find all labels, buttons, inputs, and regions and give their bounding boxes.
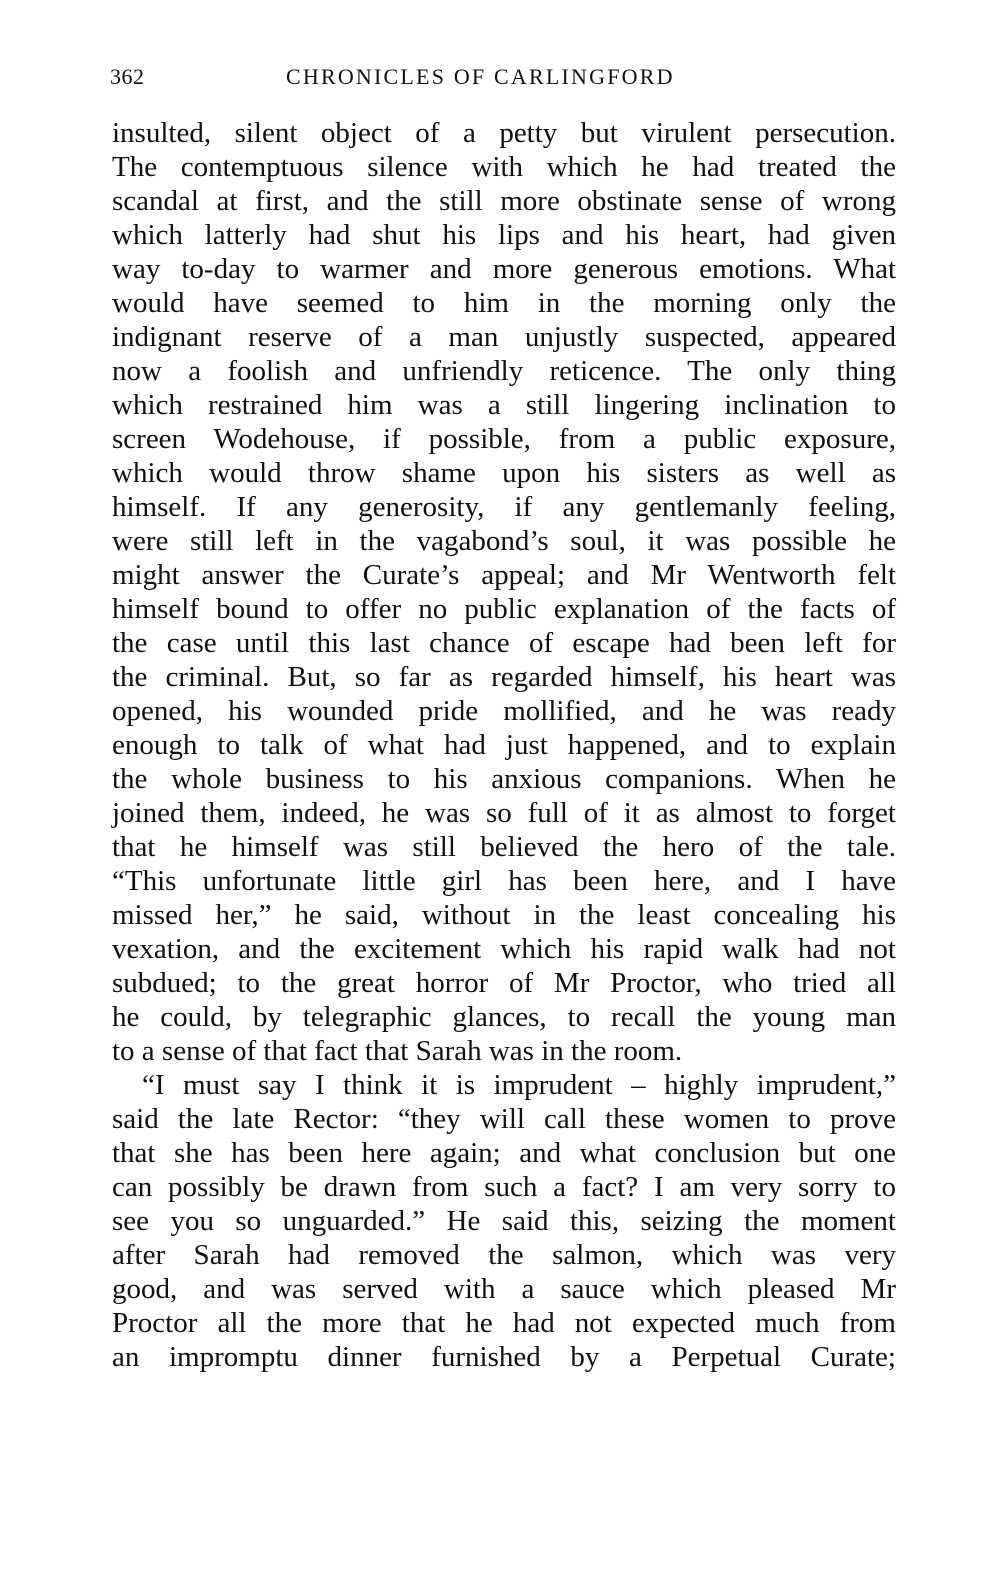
text-line: himself bound to offer no public explanation of the facts of bbox=[112, 593, 896, 625]
text-line: said the late Rector: “they will call these women to prove bbox=[112, 1103, 896, 1135]
text-line: opened, his wounded pride mollified, and he was ready bbox=[112, 695, 896, 727]
text-line: enough to talk of what had just happened, and to explain bbox=[112, 729, 896, 761]
text-line: the whole business to his anxious companions. When he bbox=[112, 763, 896, 795]
text-line: missed her,” he said, without in the least concealing his bbox=[112, 899, 896, 931]
text-line: scandal at first, and the still more obstinate sense of wrong bbox=[112, 185, 896, 217]
text-line: insulted, silent object of a petty but virulent persecution. bbox=[112, 117, 896, 149]
text-line: Proctor all the more that he had not expected much from bbox=[112, 1307, 896, 1339]
text-line: might answer the Curate’s appeal; and Mr Wentworth felt bbox=[112, 559, 896, 591]
text-line: can possibly be drawn from such a fact? I am very sorry to bbox=[112, 1171, 896, 1203]
running-title: CHRONICLES OF CARLINGFORD bbox=[286, 64, 675, 89]
text-line: an impromptu dinner furnished by a Perpetual Curate; bbox=[112, 1341, 896, 1373]
text-line: after Sarah had removed the salmon, which was very bbox=[112, 1239, 896, 1271]
text-line: The contemptuous silence with which he had treated the bbox=[112, 151, 896, 183]
text-line: way to-day to warmer and more generous emotions. What bbox=[112, 253, 896, 285]
text-line: were still left in the vagabond’s soul, it was possible he bbox=[112, 525, 896, 557]
text-line: the case until this last chance of escape had been left for bbox=[112, 627, 896, 659]
text-line: see you so unguarded.” He said this, seizing the moment bbox=[112, 1205, 896, 1237]
text-line: to a sense of that fact that Sarah was in the room. bbox=[112, 1035, 683, 1067]
text-line: “This unfortunate little girl has been here, and I have bbox=[112, 865, 896, 897]
text-line: which restrained him was a still lingering inclination to bbox=[112, 389, 896, 421]
text-line: vexation, and the excitement which his rapid walk had not bbox=[112, 933, 896, 965]
text-line: himself. If any generosity, if any gentlemanly feeling, bbox=[112, 491, 896, 523]
text-line: he could, by telegraphic glances, to recall the young man bbox=[112, 1001, 896, 1033]
text-line: subdued; to the great horror of Mr Proctor, who tried all bbox=[112, 967, 896, 999]
text-line: joined them, indeed, he was so full of it as almost to forget bbox=[112, 797, 896, 829]
text-line: the criminal. But, so far as regarded himself, his heart was bbox=[112, 661, 896, 693]
running-head bbox=[110, 60, 895, 96]
body-text bbox=[112, 116, 896, 1374]
page-number: 362 bbox=[110, 64, 145, 89]
text-line: good, and was served with a sauce which pleased Mr bbox=[112, 1273, 896, 1305]
text-line: screen Wodehouse, if possible, from a public exposure, bbox=[112, 423, 896, 455]
text-line: would have seemed to him in the morning only the bbox=[112, 287, 896, 319]
text-line: which latterly had shut his lips and his heart, had given bbox=[112, 219, 896, 251]
text-line: indignant reserve of a man unjustly suspected, appeared bbox=[112, 321, 896, 353]
text-line: that he himself was still believed the hero of the tale. bbox=[112, 831, 896, 863]
text-line: that she has been here again; and what conclusion but one bbox=[112, 1137, 896, 1169]
text-line: which would throw shame upon his sisters as well as bbox=[112, 457, 896, 489]
text-line: now a foolish and unfriendly reticence. The only thing bbox=[112, 355, 896, 387]
text-line: “I must say I think it is imprudent – highly imprudent,” bbox=[142, 1069, 896, 1101]
